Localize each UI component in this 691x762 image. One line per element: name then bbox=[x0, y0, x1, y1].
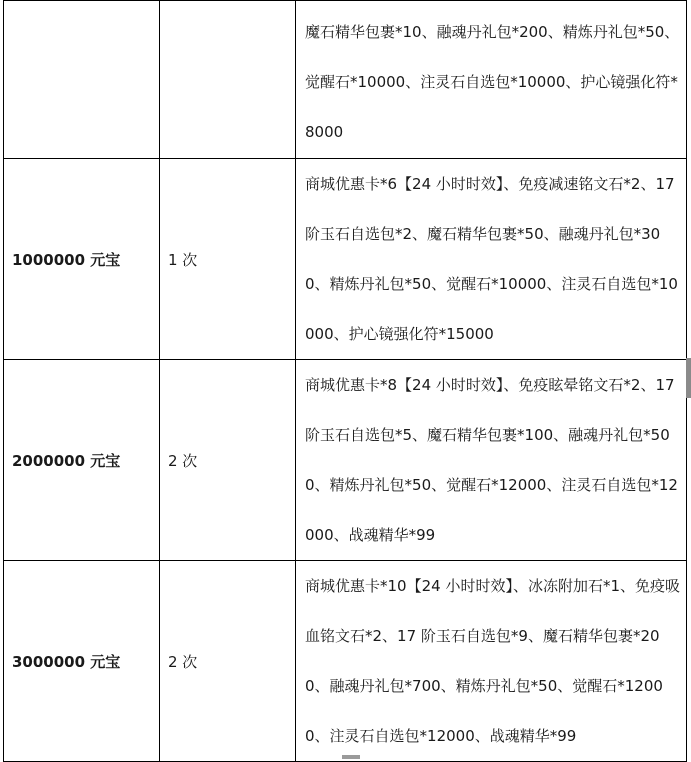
table-row bbox=[4, 159, 687, 360]
bottom-edge-mark bbox=[342, 755, 360, 759]
reward-table bbox=[3, 0, 687, 762]
times-cell: 1 次 bbox=[160, 159, 296, 360]
reward-cell: 商城优惠卡*6【24 小时时效】、免疫减速铭文石*2、17 阶玉石自选包*2、魔石精华包裹*50、融魂丹礼包*300、精炼丹礼包*50、觉醒石*10000、注灵石自选包*10000、护心镜强化符*15000 bbox=[296, 159, 687, 360]
reward-cell: 商城优惠卡*10【24 小时时效】、冰冻附加石*1、免疫吸血铭文石*2、17 阶玉石自选包*9、魔石精华包裹*200、融魂丹礼包*700、精炼丹礼包*50、觉醒石*12000、注灵石自选包*12000、战魂精华*99 bbox=[296, 561, 687, 762]
amount-cell: 1000000 元宝 bbox=[4, 159, 160, 360]
amount-cell: 3000000 元宝 bbox=[4, 561, 160, 762]
amount-cell: 2000000 元宝 bbox=[4, 360, 160, 561]
scrollbar-handle[interactable] bbox=[686, 358, 691, 398]
table-row bbox=[4, 561, 687, 762]
amount-cell bbox=[4, 1, 160, 159]
reward-cell: 商城优惠卡*8【24 小时时效】、免疫眩晕铭文石*2、17 阶玉石自选包*5、魔石精华包裹*100、融魂丹礼包*500、精炼丹礼包*50、觉醒石*12000、注灵石自选包*12000、战魂精华*99 bbox=[296, 360, 687, 561]
table-row bbox=[4, 1, 687, 159]
reward-cell: 魔石精华包裹*10、融魂丹礼包*200、精炼丹礼包*50、觉醒石*10000、注灵石自选包*10000、护心镜强化符*8000 bbox=[296, 1, 687, 159]
table-row bbox=[4, 360, 687, 561]
times-cell: 2 次 bbox=[160, 360, 296, 561]
times-cell bbox=[160, 1, 296, 159]
times-cell: 2 次 bbox=[160, 561, 296, 762]
